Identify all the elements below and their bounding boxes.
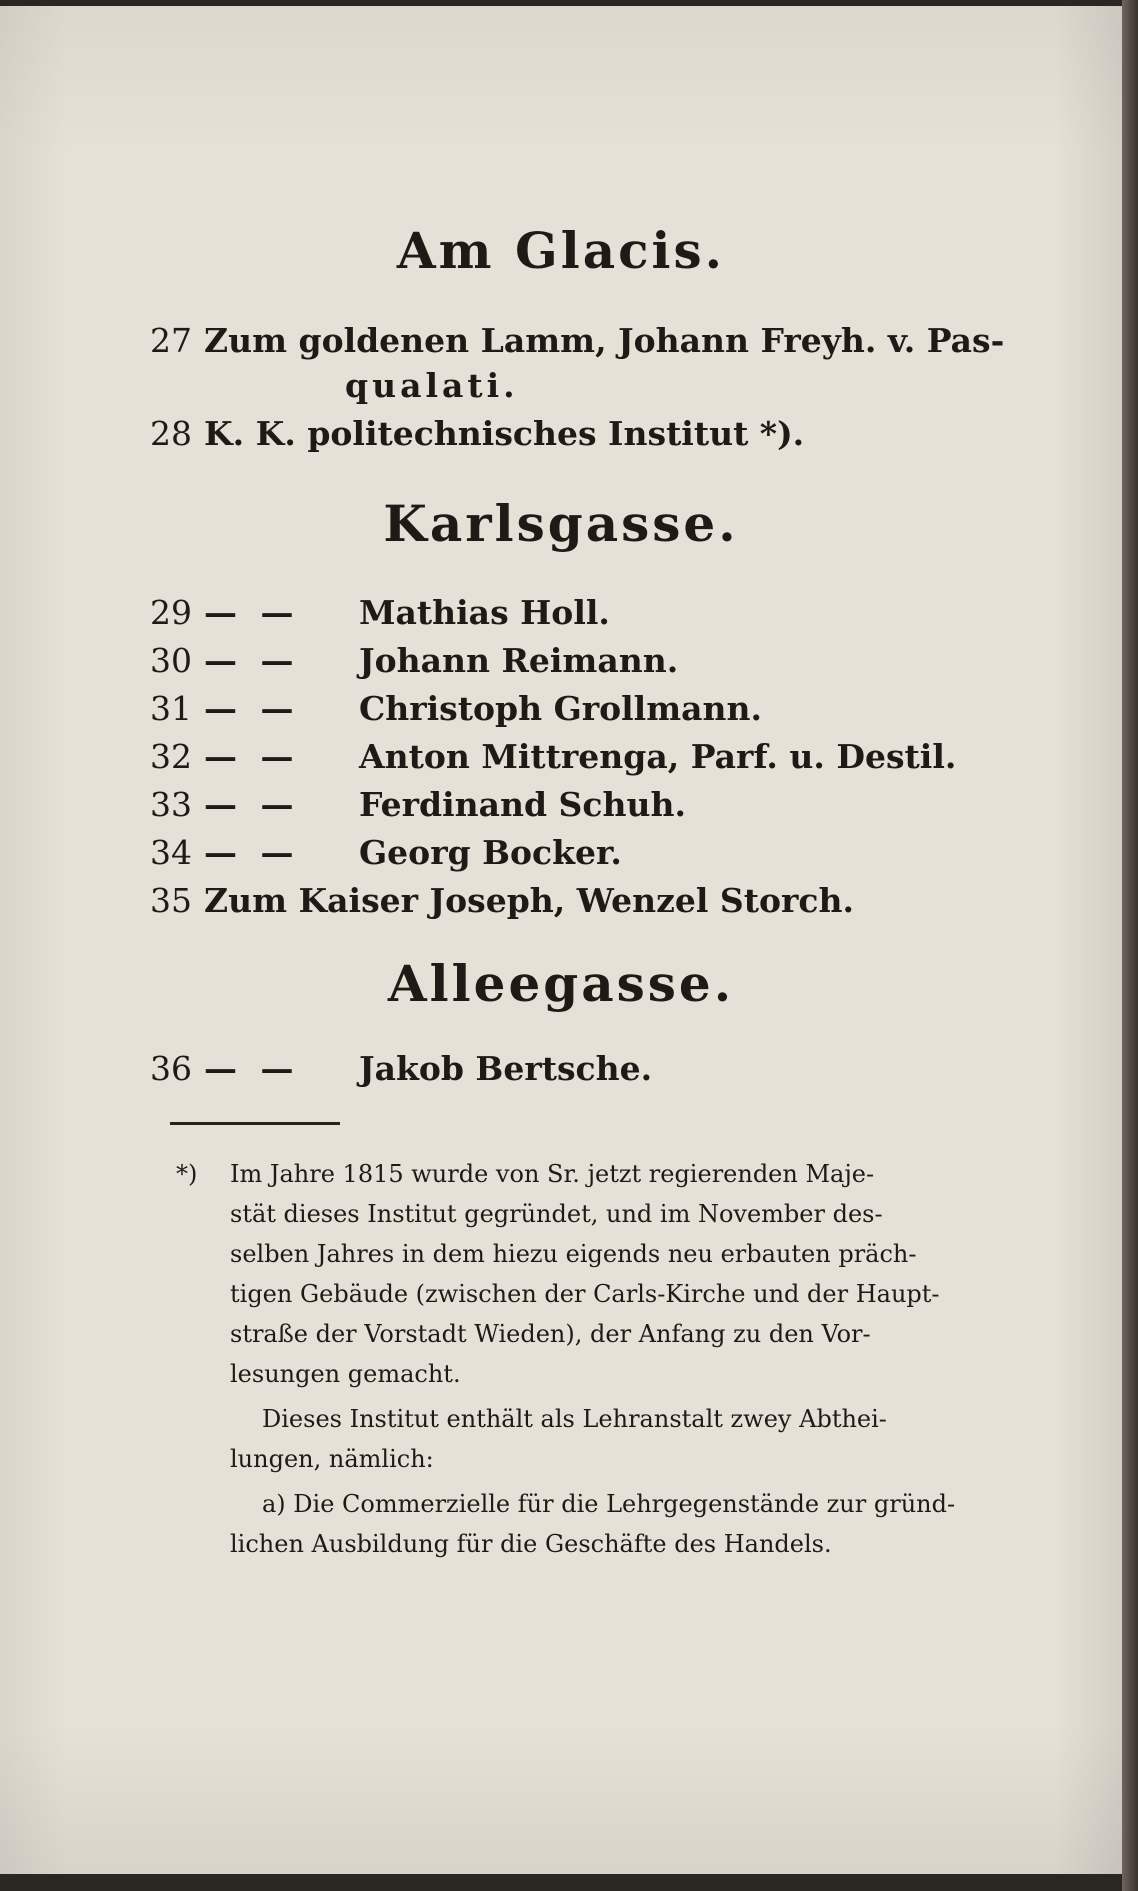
ditto-dashes: — —: [204, 833, 300, 872]
ditto-dashes: — —: [204, 689, 300, 728]
list-item: [150, 411, 980, 457]
footnote-line: Im Jahre 1815 wurde von Sr. jetzt regierenden Maje-: [230, 1160, 875, 1188]
entry-text: Zum Kaiser Joseph, Wenzel Storch.: [204, 881, 854, 920]
entry-text: Christoph Grollmann.: [359, 689, 762, 728]
entry-text: Jakob Bertsche.: [359, 1049, 653, 1088]
footnote-line: lesungen gemacht.: [230, 1360, 461, 1388]
house-number: 36: [150, 1049, 192, 1088]
list-item: [150, 1046, 980, 1092]
entry-text: K. K. politechnisches Institut *).: [204, 414, 805, 453]
house-number: 28: [150, 414, 192, 453]
house-number: 33: [150, 785, 192, 824]
footnote-line: tigen Gebäude (zwischen der Carls-Kirche und der Haupt-: [230, 1280, 940, 1308]
house-number: 32: [150, 737, 192, 776]
list-item: [150, 782, 980, 828]
list-item: [150, 830, 980, 876]
footnote-line: a) Die Commerzielle für die Lehrgegenstände zur gründ-: [262, 1490, 956, 1518]
footnote-line: Dieses Institut enthält als Lehranstalt zwey Abthei-: [262, 1405, 887, 1433]
entry-text: Georg Bocker.: [359, 833, 622, 872]
footnote-line: lungen, nämlich:: [230, 1445, 434, 1473]
entry-continuation: qualati.: [345, 366, 519, 405]
house-number: 30: [150, 641, 192, 680]
list-item: [150, 686, 980, 732]
entry-text: Anton Mittrenga, Parf. u. Destil.: [359, 737, 957, 776]
entry-text: Mathias Holl.: [359, 593, 610, 632]
entry-text: Zum goldenen Lamm, Johann Freyh. v. Pas-: [204, 321, 1005, 360]
book-page: [0, 6, 1122, 1874]
house-number: 29: [150, 593, 192, 632]
house-number: 35: [150, 881, 192, 920]
list-item: [150, 318, 1005, 364]
list-item: [150, 878, 980, 924]
footnote-line: straße der Vorstadt Wieden), der Anfang zu den Vor-: [230, 1320, 871, 1348]
footnote-rule: [170, 1122, 340, 1125]
footnote-line: stät dieses Institut gegründet, und im November des-: [230, 1200, 883, 1228]
entry-text: Ferdinand Schuh.: [359, 785, 686, 824]
footnote-line: selben Jahres in dem hiezu eigends neu erbauten präch-: [230, 1240, 917, 1268]
ditto-dashes: — —: [204, 641, 300, 680]
section-heading-karlsgasse: Karlsgasse.: [383, 494, 739, 553]
section-heading-am-glacis: Am Glacis.: [396, 221, 726, 280]
ditto-dashes: — —: [204, 593, 300, 632]
ditto-dashes: — —: [204, 737, 300, 776]
ditto-dashes: — —: [204, 1049, 300, 1088]
house-number: 27: [150, 321, 192, 360]
book-gutter-edge: [1122, 0, 1138, 1891]
list-item: [150, 734, 980, 780]
house-number: 31: [150, 689, 192, 728]
house-number: 34: [150, 833, 192, 872]
section-heading-alleegasse: Alleegasse.: [387, 954, 735, 1013]
ditto-dashes: — —: [204, 785, 300, 824]
list-item: [150, 590, 980, 636]
entry-text: Johann Reimann.: [359, 641, 679, 680]
list-item: [150, 638, 980, 684]
footnote-marker: *): [176, 1160, 198, 1188]
footnote-line: lichen Ausbildung für die Geschäfte des Handels.: [230, 1530, 832, 1558]
